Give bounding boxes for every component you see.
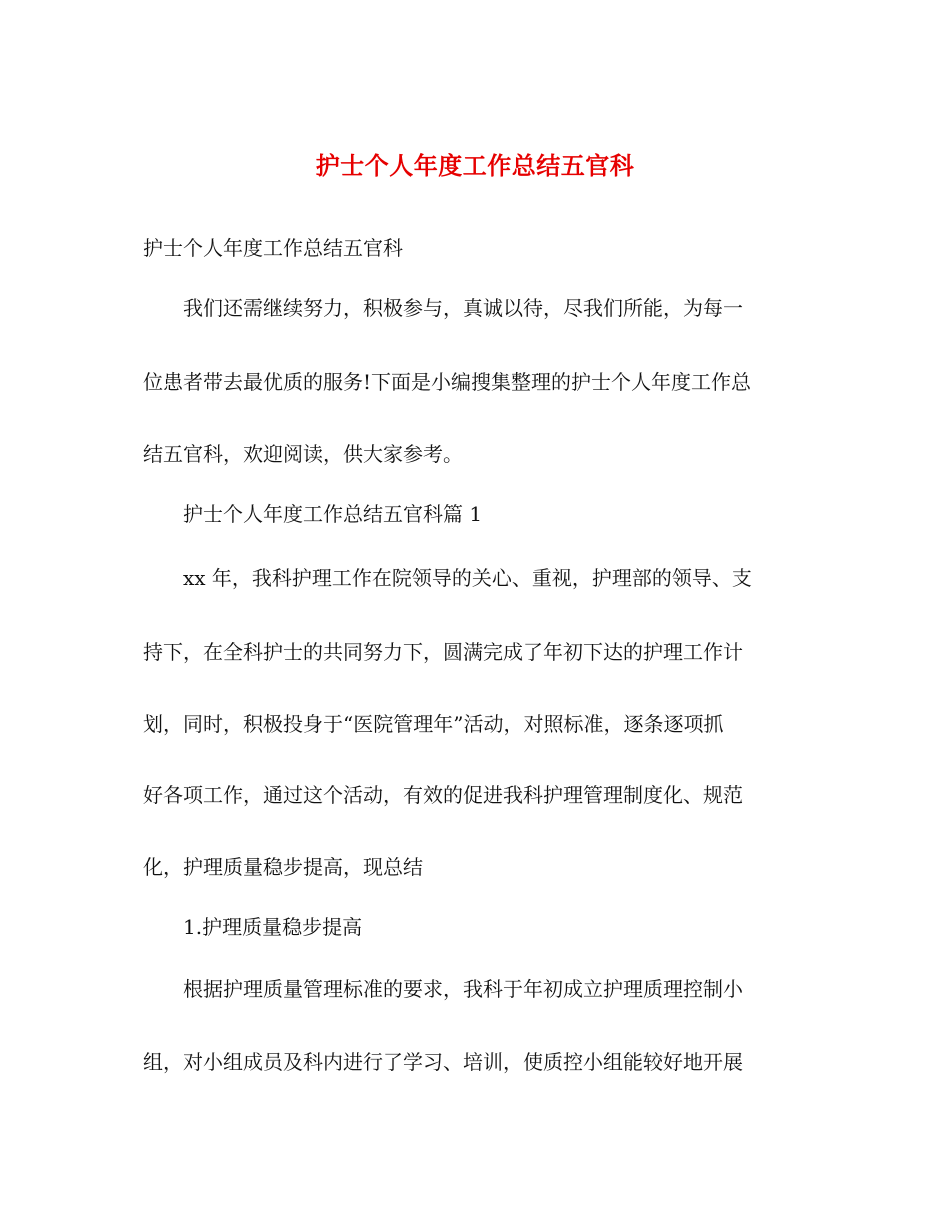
paragraph-line: 划，同时，积极投身于“医院管理年”活动，对照标准，逐条逐项抓: [143, 712, 724, 736]
paragraph-line: 根据护理质量管理标准的要求，我科于年初成立护理质理控制小: [183, 977, 743, 1001]
paragraph-line: 组，对小组成员及科内进行了学习、培训，使质控小组能较好地开展: [143, 1050, 743, 1074]
section-heading: 护士个人年度工作总结五官科篇 1: [183, 502, 483, 526]
document-title: 护士个人年度工作总结五官科: [315, 151, 635, 180]
paragraph-line: 化，护理质量稳步提高，现总结: [143, 855, 423, 879]
subtitle-line: 护士个人年度工作总结五官科: [143, 236, 403, 260]
paragraph-line: 好各项工作，通过这个活动，有效的促进我科护理管理制度化、规范: [143, 783, 743, 807]
paragraph-line: 我们还需继续努力，积极参与，真诚以待，尽我们所能，为每一: [183, 296, 743, 320]
paragraph-line: xx 年，我科护理工作在院领导的关心、重视，护理部的领导、支: [183, 566, 752, 590]
paragraph-line: 结五官科，欢迎阅读，供大家参考。: [143, 442, 463, 466]
paragraph-line: 位患者带去最优质的服务!下面是小编搜集整理的护士个人年度工作总: [143, 370, 752, 394]
paragraph-line: 持下，在全科护士的共同努力下，圆满完成了年初下达的护理工作计: [143, 640, 743, 664]
numbered-heading: 1.护理质量稳步提高: [183, 915, 363, 939]
